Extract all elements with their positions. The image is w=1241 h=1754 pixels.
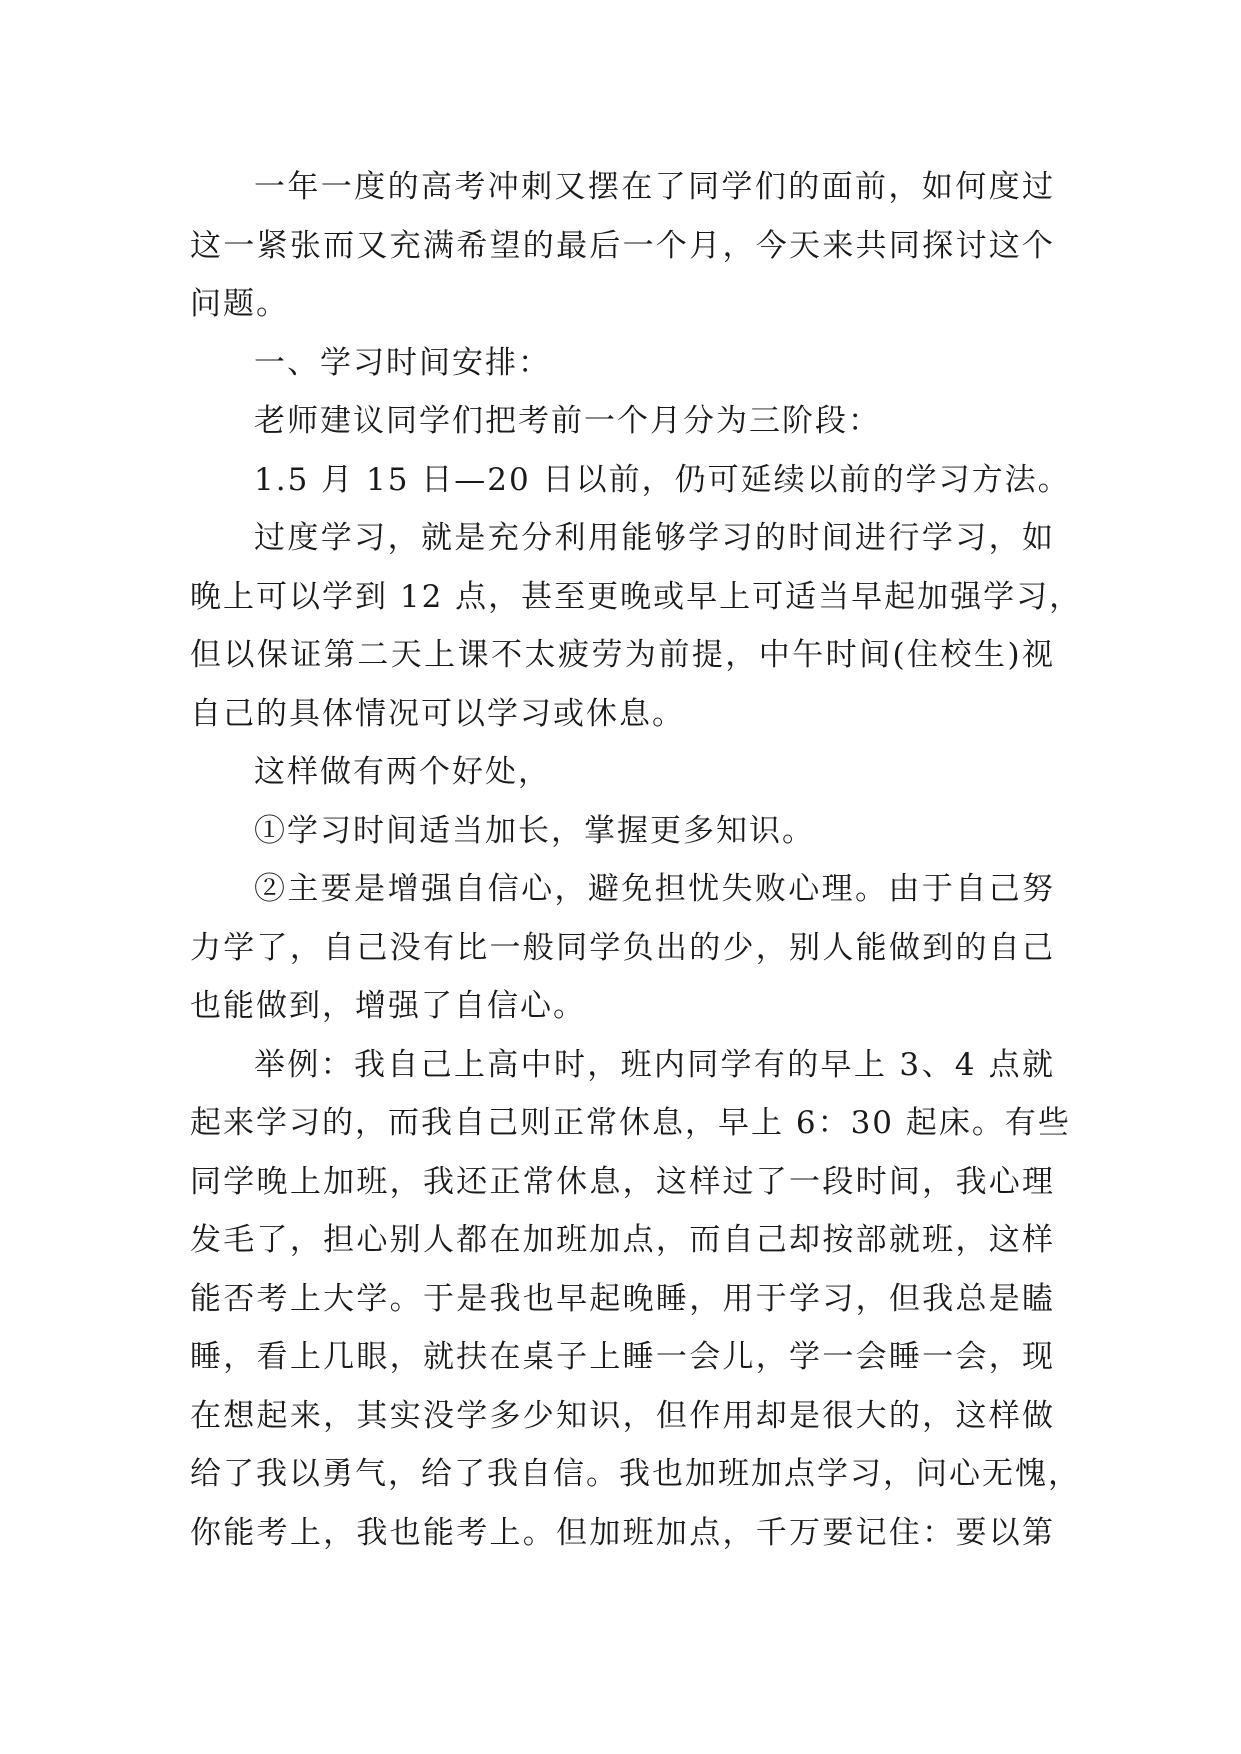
paragraph-line: 过度学习，就是充分利用能够学习的时间进行学习，如 [254,520,1055,556]
paragraph-line: 问题。 [190,286,289,322]
paragraph-line: 但以保证第二天上课不太疲劳为前提，中午时间(住校生)视 [190,637,1055,673]
paragraph-line: 这一紧张而又充满希望的最后一个月，今天来共同探讨这个 [190,227,1055,264]
paragraph-line: 同学晚上加班，我还正常休息，这样过了一段时间，我心理 [190,1163,1055,1200]
paragraph-line: 起来学习的，而我自己则正常休息，早上 6：30 起床。有些 [190,1105,1071,1141]
section-heading: 一、学习时间安排： [254,344,551,381]
paragraph-line: 睡，看上几眼，就扶在桌子上睡一会儿，学一会睡一会，现 [190,1339,1055,1375]
paragraph-line: 也能做到，增强了自信心。 [190,988,586,1024]
paragraph-line: 在想起来，其实没学多少知识，但作用却是很大的，这样做 [190,1397,1055,1434]
document-body [190,158,1083,1562]
paragraph-line: 给了我以勇气，给了我自信。我也加班加点学习，问心无愧， [190,1456,1081,1492]
paragraph-line: 发毛了，担心别人都在加班加点，而自己却按部就班，这样 [190,1222,1055,1258]
paragraph-line: 晚上可以学到 12 点，甚至更晚或早上可适当早起加强学习， [190,578,1083,615]
paragraph-line: 这样做有两个好处， [254,754,551,790]
list-item: ②主要是增强自信心，避免担忧失败心理。由于自己努 [254,871,1055,907]
paragraph-line: 你能考上，我也能考上。但加班加点，千万要记住：要以第 [190,1514,1055,1551]
paragraph-line: 一年一度的高考冲刺又摆在了同学们的面前，如何度过 [254,169,1055,205]
paragraph-line: 举例：我自己上高中时，班内同学有的早上 3、4 点就 [254,1046,1055,1083]
paragraph-line: 自己的具体情况可以学习或休息。 [190,695,685,732]
paragraph-line: 老师建议同学们把考前一个月分为三阶段： [254,403,881,439]
paragraph-line: 力学了，自己没有比一般同学负出的少，别人能做到的自己 [190,929,1055,966]
paragraph-line: 1.5 月 15 日—20 日以前，仍可延续以前的学习方法。 [254,461,1071,498]
list-item: ①学习时间适当加长，掌握更多知识。 [254,812,815,849]
paragraph-line: 能否考上大学。于是我也早起晚睡，用于学习，但我总是瞌 [190,1280,1055,1317]
